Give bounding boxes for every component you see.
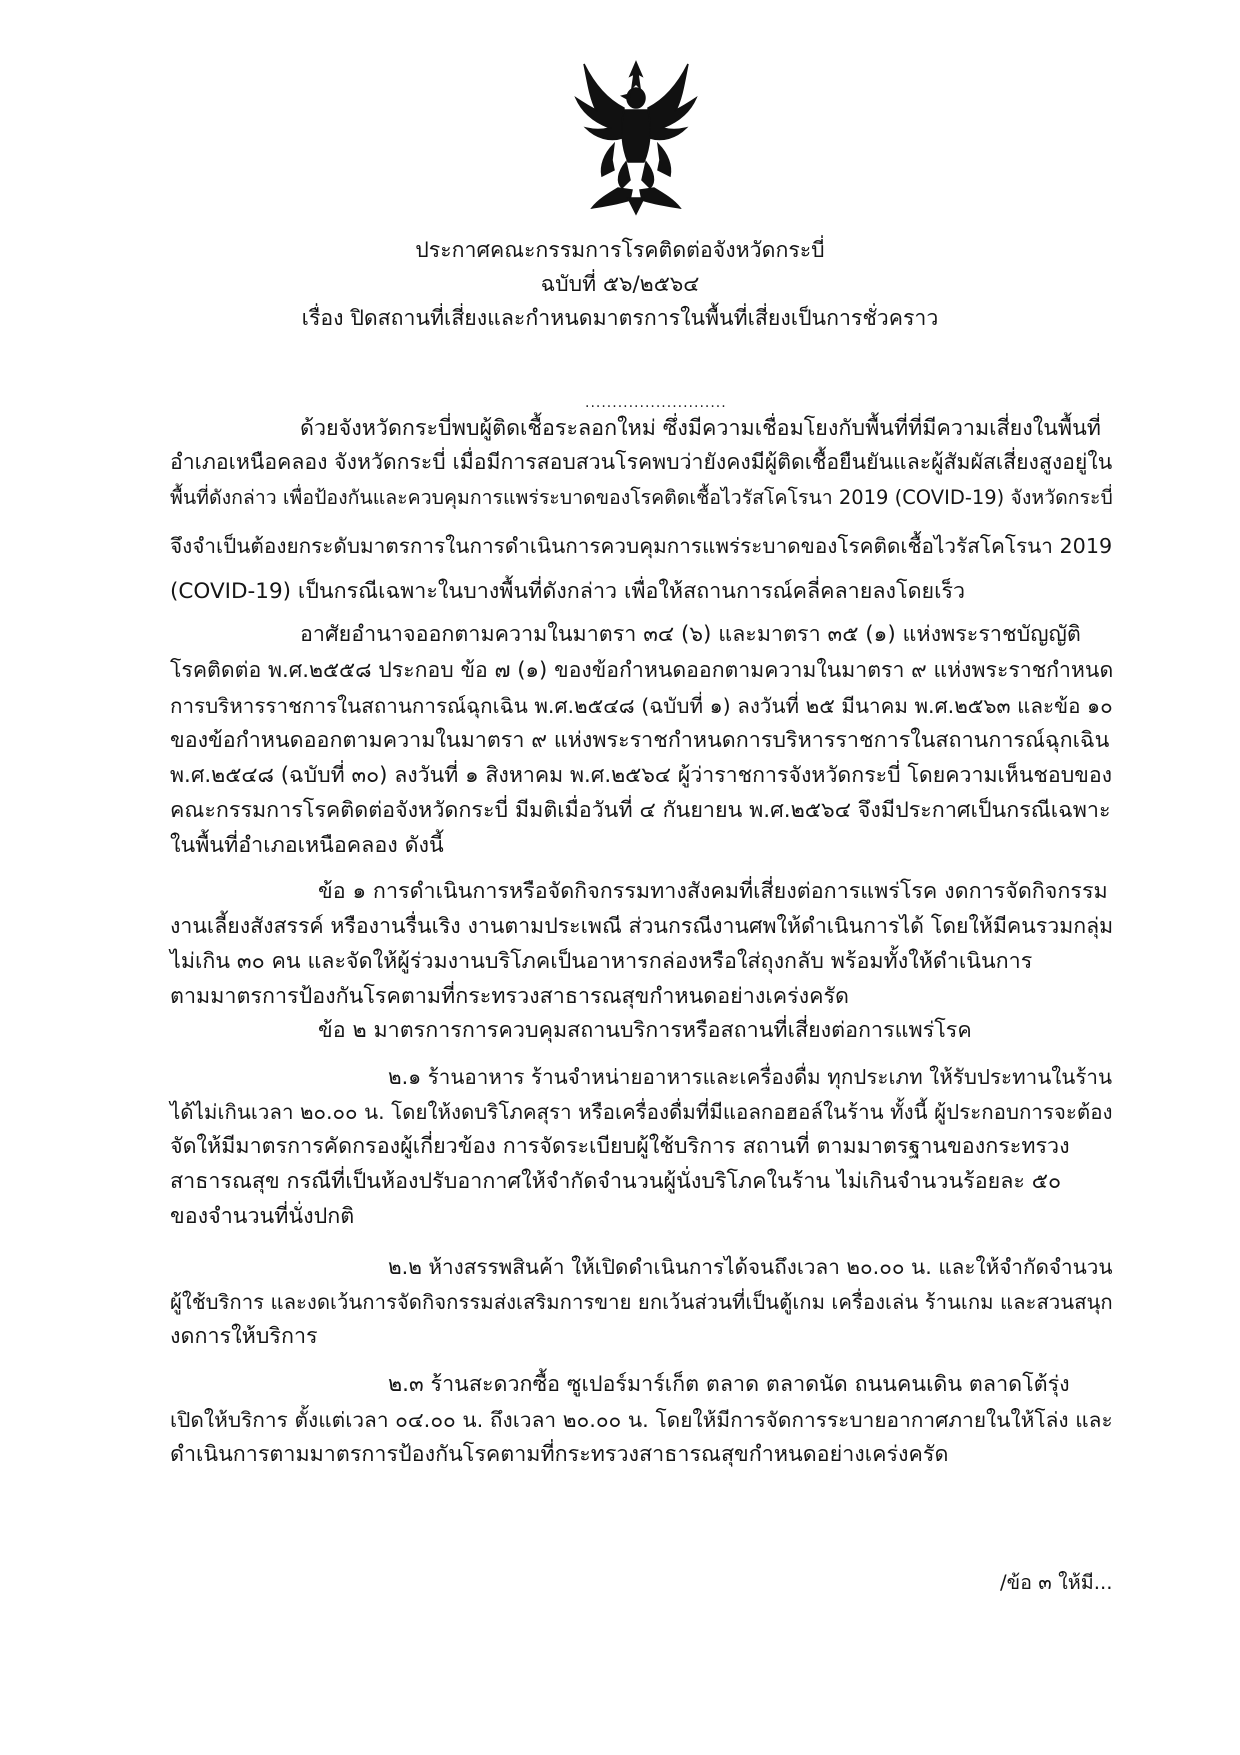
paragraph-line: พ.ศ.๒๕๔๘ (ฉบับที่ ๓๐) ลงวันที่ ๑ สิงหาคม พ.ศ.๒๕๖๔ ผู้ว่าราชการจังหวัดกระบี่ โดยความเห็นชอบของ xyxy=(170,763,1113,788)
paragraph-line: ด้วยจังหวัดกระบี่พบผู้ติดเชื้อระลอกใหม่ ซึ่งมีความเชื่อมโยงกับพื้นที่ที่มีความเสี่ยงในพื้นที่ xyxy=(300,416,1101,441)
paragraph-line: เปิดให้บริการ ตั้งแต่เวลา ๐๔.๐๐ น. ถึงเวลา ๒๐.๐๐ น. โดยให้มีการจัดการระบายอากาศภายในให้โล่ง และ xyxy=(170,1408,1113,1432)
paragraph-line: อาศัยอำนาจออกตามความในมาตรา ๓๔ (๖) และมาตรา ๓๕ (๑) แห่งพระราชบัญญัติ xyxy=(300,622,1081,647)
announcement-subject: เรื่อง ปิดสถานที่เสี่ยงและกำหนดมาตรการในพื้นที่เสี่ยงเป็นการชั่วคราว xyxy=(301,306,939,331)
paragraph-line: ตามมาตรการป้องกันโรคตามที่กระทรวงสาธารณสุขกำหนดอย่างเคร่งครัด xyxy=(170,984,850,1009)
paragraph-line: ๒.๒ ห้างสรรพสินค้า ให้เปิดดำเนินการได้จนถึงเวลา ๒๐.๐๐ น. และให้จำกัดจำนวน xyxy=(388,1255,1113,1279)
announcement-issue-number: ฉบับที่ ๕๖/๒๕๖๔ xyxy=(540,272,700,297)
paragraph-line: โรคติดต่อ พ.ศ.๒๕๕๘ ประกอบ ข้อ ๗ (๑) ของข้อกำหนดออกตามความในมาตรา ๙ แห่งพระราชกำหนด xyxy=(170,658,1114,683)
paragraph-line: คณะกรรมการโรคติดต่อจังหวัดกระบี่ มีมติเมื่อวันที่ ๔ กันยายน พ.ศ.๒๕๖๔ จึงมีประกาศเป็นกรณีเฉพาะ xyxy=(170,798,1111,823)
paragraph-line: ข้อ ๒ มาตรการการควบคุมสถานบริการหรือสถานที่เสี่ยงต่อการแพร่โรค xyxy=(318,1018,972,1043)
paragraph-line: ข้อ ๑ การดำเนินการหรือจัดกิจกรรมทางสังคมที่เสี่ยงต่อการแพร่โรค งดการจัดกิจกรรม xyxy=(318,879,1108,904)
paragraph-line: อำเภอเหนือคลอง จังหวัดกระบี่ เมื่อมีการสอบสวนโรคพบว่ายังคงมีผู้ติดเชื้อยืนยันและผู้สัมผัสเสี่ยงสูงอยู่ใน xyxy=(170,450,1113,475)
paragraph-line: ของข้อกำหนดออกตามความในมาตรา ๙ แห่งพระราชกำหนดการบริหารราชการในสถานการณ์ฉุกเฉิน xyxy=(170,728,1110,753)
paragraph-line: ๒.๑ ร้านอาหาร ร้านจำหน่ายอาหารและเครื่องดื่ม ทุกประเภท ให้รับประทานในร้าน xyxy=(388,1065,1113,1089)
paragraph-line: จัดให้มีมาตรการคัดกรองผู้เกี่ยวข้อง การจัดระเบียบผู้ใช้บริการ สถานที่ ตามมาตรฐานของกระทรวง xyxy=(170,1134,1070,1159)
paragraph-line: ของจำนวนที่นั่งปกติ xyxy=(170,1204,355,1229)
announcement-title: ประกาศคณะกรรมการโรคติดต่อจังหวัดกระบี่ xyxy=(415,238,825,263)
paragraph-line: การบริหารราชการในสถานการณ์ฉุกเฉิน พ.ศ.๒๕๔๘ (ฉบับที่ ๑) ลงวันที่ ๒๕ มีนาคม พ.ศ.๒๕๖๓ และข้อ ๑๐ xyxy=(170,694,1113,718)
paragraph-line: พื้นที่ดังกล่าว เพื่อป้องกันและควบคุมการแพร่ระบาดของโรคติดเชื้อไวรัสโคโรนา 2019 (COVID-19) จังหวัดกระบี่ xyxy=(170,486,1113,509)
paragraph-line: ไม่เกิน ๓๐ คน และจัดให้ผู้ร่วมงานบริโภคเป็นอาหารกล่องหรือใส่ถุงกลับ พร้อมทั้งให้ดำเนินการ xyxy=(170,949,1033,974)
garuda-emblem-icon xyxy=(574,58,698,216)
paragraph-line: ในพื้นที่อำเภอเหนือคลอง ดังนี้ xyxy=(170,833,444,858)
continuation-note: /ข้อ ๓ ให้มี... xyxy=(1000,1571,1113,1594)
paragraph-line: ๒.๓ ร้านสะดวกซื้อ ซูเปอร์มาร์เก็ต ตลาด ตลาดนัด ถนนคนเดิน ตลาดโต้รุ่ง xyxy=(388,1372,1070,1397)
paragraph-line: ได้ไม่เกินเวลา ๒๐.๐๐ น. โดยให้งดบริโภคสุรา หรือเครื่องดื่มที่มีแอลกอฮอล์ในร้าน ทั้งนี้ ผู้ประกอบการจะต้อง xyxy=(170,1100,1113,1124)
paragraph-line: งดการให้บริการ xyxy=(170,1324,318,1349)
paragraph-line: ดำเนินการตามมาตรการป้องกันโรคตามที่กระทรวงสาธารณสุขกำหนดอย่างเคร่งครัด xyxy=(170,1442,949,1467)
paragraph-line: สาธารณสุข กรณีที่เป็นห้องปรับอากาศให้จำกัดจำนวนผู้นั่งบริโภคในร้าน ไม่เกินจำนวนร้อยละ ๕๐ xyxy=(170,1169,1062,1194)
paragraph-line: ผู้ใช้บริการ และงดเว้นการจัดกิจกรรมส่งเสริมการขาย ยกเว้นส่วนที่เป็นตู้เกม เครื่องเล่น ร้านเกม และสวนสนุก xyxy=(170,1290,1113,1314)
paragraph-line: (COVID-19) เป็นกรณีเฉพาะในบางพื้นที่ดังกล่าว เพื่อให้สถานการณ์คลี่คลายลงโดยเร็ว xyxy=(170,579,966,604)
title-divider: .......................... xyxy=(585,395,727,411)
paragraph-line: จึงจำเป็นต้องยกระดับมาตรการในการดำเนินการควบคุมการแพร่ระบาดของโรคติดเชื้อไวรัสโคโรนา 2019 xyxy=(170,534,1113,558)
paragraph-line: งานเลี้ยงสังสรรค์ หรืองานรื่นเริง งานตามประเพณี ส่วนกรณีงานศพให้ดำเนินการได้ โดยให้มีคนรวมกลุ่ม xyxy=(170,914,1114,939)
